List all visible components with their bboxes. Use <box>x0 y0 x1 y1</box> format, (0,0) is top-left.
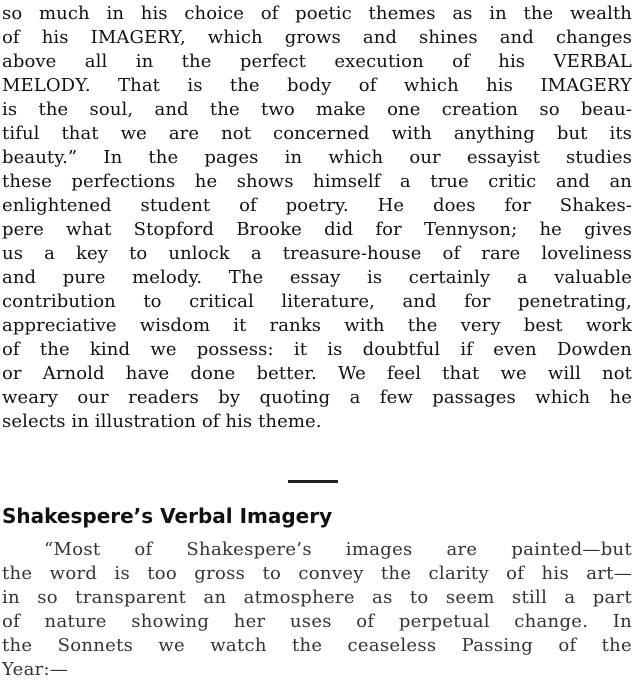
text-line: the Sonnets we watch the ceaseless Passing of the <box>2 635 632 656</box>
text-line: these perfections he shows himself a true critic and an <box>2 171 632 192</box>
text-line: Year:— <box>2 659 69 680</box>
text-line: appreciative wisdom it ranks with the very best work <box>2 315 632 336</box>
text-line: beauty.” In the pages in which our essayist studies <box>2 147 632 168</box>
text-line: in so transparent an atmosphere as to seem still a part <box>2 587 632 608</box>
text-line: of nature showing her uses of perpetual change. In <box>2 611 632 632</box>
text-line: pere what Stopford Brooke did for Tennyson; he gives <box>2 219 632 240</box>
text-line: the word is too gross to convey the clarity of his art— <box>2 563 632 584</box>
text-line: “Most of Shakespere’s images are painted—but <box>44 539 632 560</box>
text-line: and pure melody. The essay is certainly a valuable <box>2 267 632 288</box>
text-line: or Arnold have done better. We feel that we will not <box>2 363 632 384</box>
text-line: so much in his choice of poetic themes as in the wealth <box>2 3 632 24</box>
text-line: enlightened student of poetry. He does for Shakes- <box>2 195 632 216</box>
text-line: weary our readers by quoting a few passages which he <box>2 387 632 408</box>
text-line: selects in illustration of his theme. <box>2 411 322 432</box>
text-line: of his IMAGERY, which grows and shines and changes <box>2 27 632 48</box>
text-line: above all in the perfect execution of his VERBAL <box>2 51 632 72</box>
text-line: is the soul, and the two make one creation so beau- <box>2 99 632 120</box>
text-line: tiful that we are not concerned with anything but its <box>2 123 632 144</box>
text-line: MELODY. That is the body of which his IMAGERY <box>2 75 632 96</box>
section-divider <box>288 480 338 483</box>
text-line: of the kind we possess: it is doubtful if even Dowden <box>2 339 632 360</box>
section-heading: Shakespere’s Verbal Imagery <box>2 504 333 528</box>
text-line: us a key to unlock a treasure-house of rare loveliness <box>2 243 632 264</box>
text-line: contribution to critical literature, and for penetrating, <box>2 291 632 312</box>
